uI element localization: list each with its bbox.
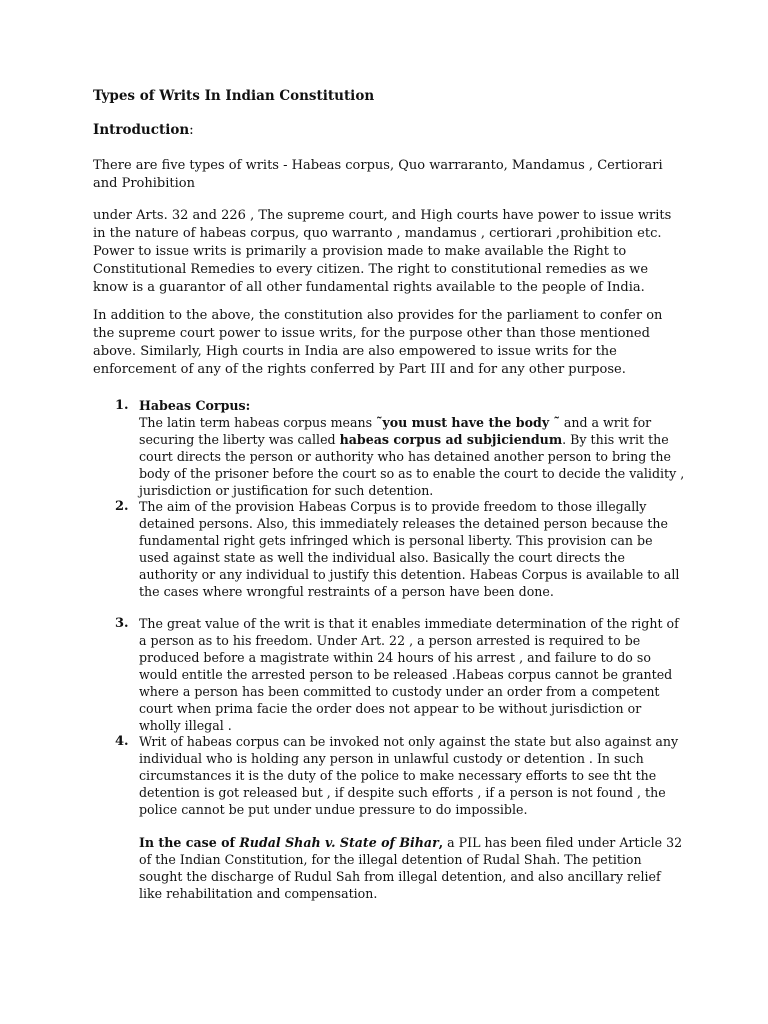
case-paragraph: [139, 834, 685, 902]
list-number: 1.: [115, 398, 129, 413]
list-number: 3.: [115, 616, 129, 631]
paragraph-additional-powers: In addition to the above, the constitution also provides for the parliament to confer on the supreme court power to issue writs, for the purpose other than those mentioned above. Similarly, High courts in India are also empowered to issue writs for the enforcement of any of the rights conferred by Part III and for any other purpose.: [93, 308, 663, 377]
paragraph-articles: under Arts. 32 and 226 , The supreme court, and High courts have power to issue writs in the nature of habeas corpus, quo warranto , mandamus , certiorari ,prohibition etc. Power to issue writs is primarily a provision made to make available the Right to Constitutional Remedies to every citizen. The right to constitutional remedies as we know is a guarantor of all other fundamental rights available to the people of India.: [93, 208, 672, 295]
list-item-text: . By this writ the court directs the person or authority who has detained another person to bring the body of the prisoner before the court so as to enable the court to decide the validity , jurisdiction or justification for such detention.: [139, 432, 685, 498]
introduction-heading: [93, 122, 194, 139]
list-item-body: [139, 397, 685, 499]
paragraph-writ-types: There are five types of writs - Habeas corpus, Quo warraranto, Mandamus , Certiorari and Prohibition: [93, 158, 663, 191]
list-number: 2.: [115, 499, 129, 514]
list-item-bold-phrase: habeas corpus ad subjiciendum: [339, 432, 563, 447]
list-item-text: The aim of the provision Habeas Corpus is to provide freedom to those illegally detained persons. Also, this immediately releases the detained person because the fundamental right gets infringed which is personal liberty. This provision can be used against state as well the individual also. Basically the court directs the authority or any individual to justify this detention. Habeas Corpus is available to all the cases where wrongful restraints of a person have been done.: [139, 499, 680, 599]
list-item-bold-phrase: ˜you must have the body ˜: [376, 415, 560, 430]
list-number: 4.: [115, 734, 129, 749]
case-comma: ,: [438, 835, 444, 850]
case-name: Rudal Shah v. State of Bihar: [239, 835, 439, 850]
list-item-text: The latin term habeas corpus means: [139, 415, 377, 430]
introduction-label: Introduction: [93, 122, 190, 138]
list-item-text: The great value of the writ is that it enables immediate determination of the right of a person as to his freedom. Under Art. 22 , a person arrested is required to be produced before a magistrate within 24 hours of his arrest , and failure to do so would entitle the arrested person to be released .Habeas corpus cannot be granted where a person has been committed to custody under an order from a competent court when prima facie the order does not appear to be without jurisdiction or wholly illegal .: [139, 616, 679, 733]
introduction-colon: :: [189, 122, 194, 138]
list-item-text: and a writ for securing the liberty was called: [139, 415, 652, 447]
list-item-heading: Habeas Corpus:: [139, 398, 251, 413]
case-lead: In the case of: [139, 835, 240, 850]
case-text: a PIL has been filed under Article 32 of the Indian Constitution, for the illegal detention of Rudal Shah. The petition sought the discharge of Rudul Sah from illegal detention, and also ancillary relief like rehabilitation and compensation.: [139, 835, 683, 901]
document-title: Types of Writs In Indian Constitution: [93, 88, 375, 104]
list-item-text: Writ of habeas corpus can be invoked not only against the state but also against any individual who is holding any person in unlawful custody or detention . In such circumstances it is the duty of the police to make necessary efforts to see tht the detention is got released but , if despite such efforts , if a person is not found , the police cannot be put under undue pressure to do impossible.: [139, 734, 679, 817]
